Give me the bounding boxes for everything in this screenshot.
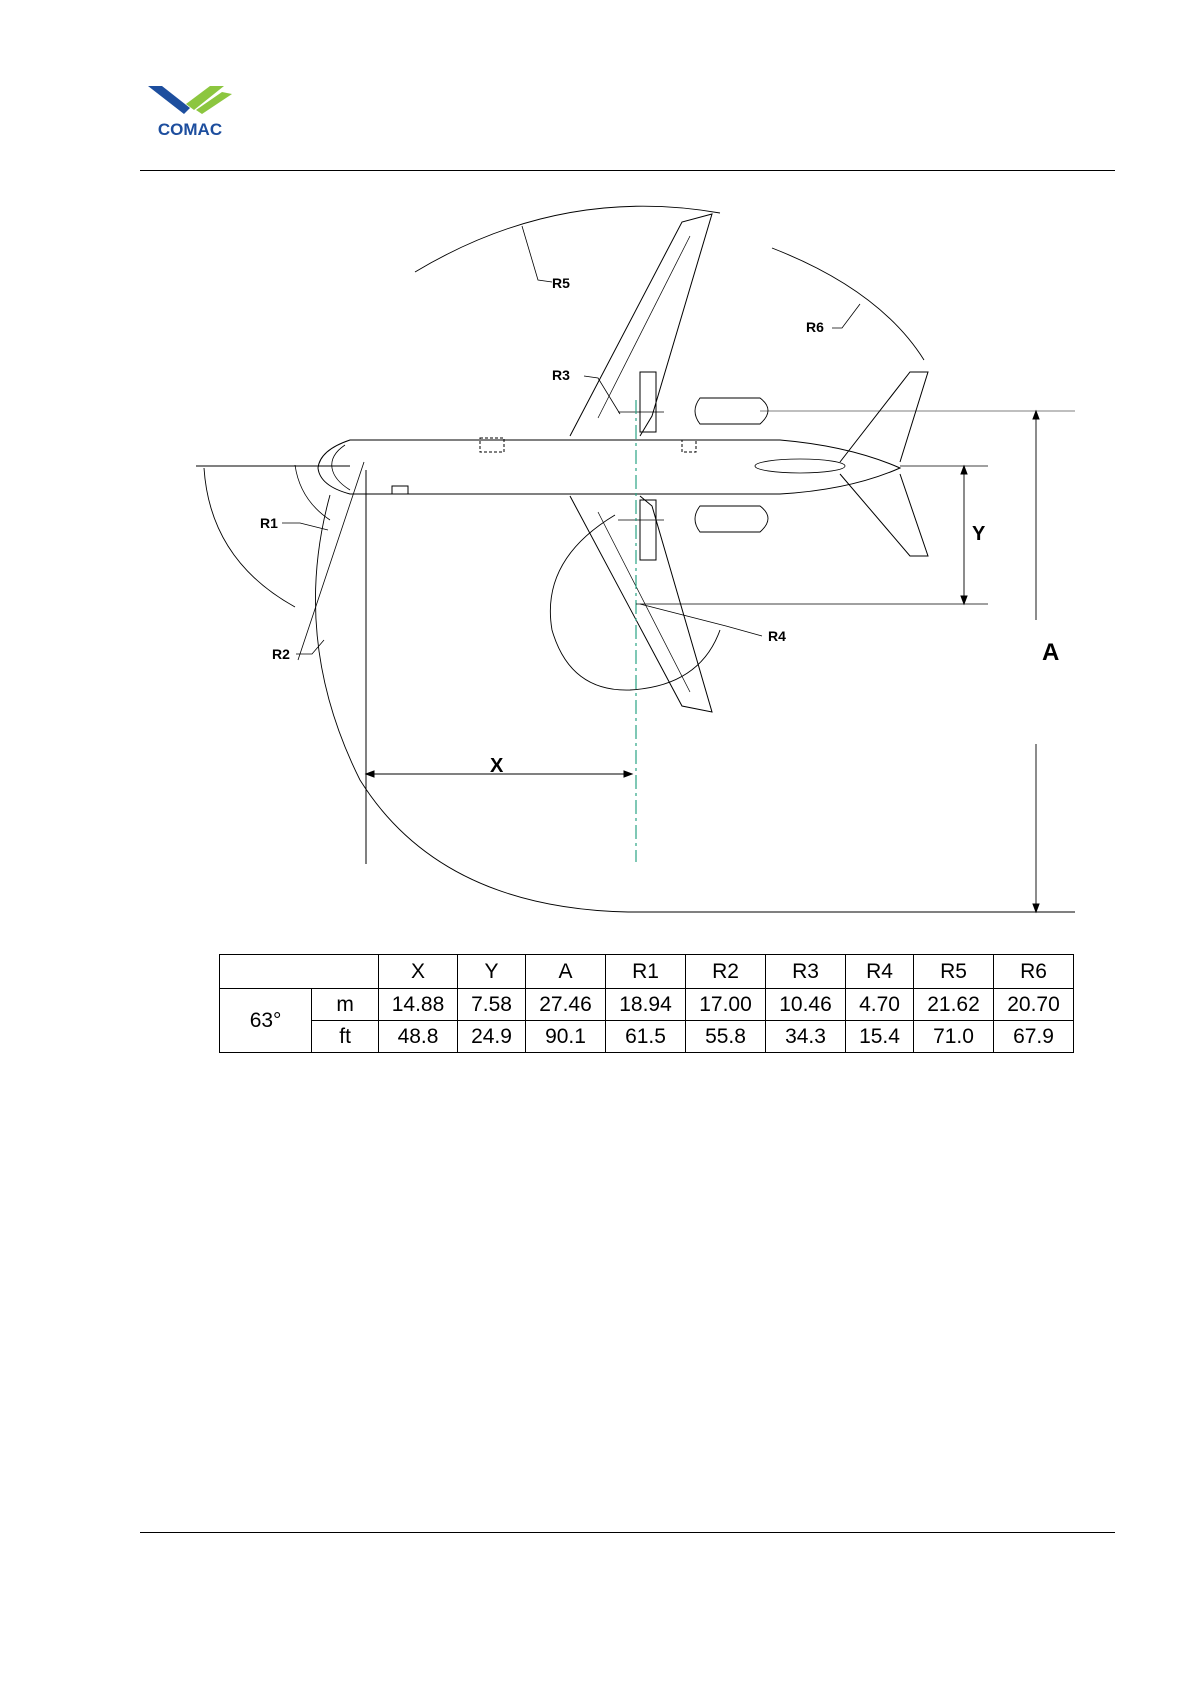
table-cell: 14.88 <box>379 989 458 1021</box>
label-r3: R3 <box>552 367 570 383</box>
h-stab-lower <box>840 474 928 556</box>
upper-wing <box>570 214 712 436</box>
unit-cell: m <box>312 989 379 1021</box>
footer-rule <box>140 1532 1115 1533</box>
label-a: A <box>1042 639 1060 666</box>
r3-leader <box>584 376 620 414</box>
table-cell: 10.46 <box>766 989 846 1021</box>
table-cell: 71.0 <box>914 1021 994 1053</box>
r6-leader <box>832 304 860 328</box>
column-header: R5 <box>914 955 994 989</box>
table-cell: 34.3 <box>766 1021 846 1053</box>
brand-text: COMAC <box>157 120 223 139</box>
label-y: Y <box>972 523 986 545</box>
nose-gear-door <box>392 486 408 494</box>
column-header: R1 <box>606 955 686 989</box>
r2-leader <box>296 640 324 654</box>
table-cell: 21.62 <box>914 989 994 1021</box>
label-r1: R1 <box>260 515 278 531</box>
table-row <box>220 989 1074 1021</box>
table-cell: 48.8 <box>379 1021 458 1053</box>
column-header: R2 <box>686 955 766 989</box>
nose-wheel-line <box>298 462 364 660</box>
column-header: R3 <box>766 955 846 989</box>
table-cell: 55.8 <box>686 1021 766 1053</box>
column-header: Y <box>458 955 526 989</box>
label-r4: R4 <box>768 628 786 644</box>
engine-lower <box>695 506 768 532</box>
column-header: A <box>526 955 606 989</box>
r1-inner-arc <box>295 465 330 520</box>
table-cell: 18.94 <box>606 989 686 1021</box>
r1-leader <box>282 523 328 530</box>
upper-wing-flap-line <box>598 236 690 418</box>
r2-sweep-arc <box>315 495 1075 912</box>
label-r5: R5 <box>552 275 570 291</box>
table-cell: 17.00 <box>686 989 766 1021</box>
vertical-fin <box>755 459 845 473</box>
table-cell: 24.9 <box>458 1021 526 1053</box>
r6-arc <box>772 248 924 360</box>
door-dashed-aft <box>682 440 696 452</box>
label-r2: R2 <box>272 646 290 662</box>
table-header-row <box>220 955 1074 989</box>
angle-cell: 63° <box>220 989 312 1053</box>
table-cell: 20.70 <box>994 989 1074 1021</box>
h-stab-upper <box>840 372 928 462</box>
table-cell: 15.4 <box>846 1021 914 1053</box>
r5-leader <box>522 226 552 282</box>
main-gear-lower <box>640 500 656 560</box>
unit-cell: ft <box>312 1021 379 1053</box>
column-header: R4 <box>846 955 914 989</box>
table-row <box>220 1021 1074 1053</box>
table-cell: 90.1 <box>526 1021 606 1053</box>
table-cell: 61.5 <box>606 1021 686 1053</box>
column-header: X <box>379 955 458 989</box>
cockpit-window <box>332 445 350 490</box>
table-corner-cell <box>220 955 379 989</box>
engine-upper <box>695 398 768 424</box>
table-cell: 7.58 <box>458 989 526 1021</box>
table-cell: 4.70 <box>846 989 914 1021</box>
label-r6: R6 <box>806 319 824 335</box>
lower-wing-flap-line <box>598 512 690 692</box>
turning-radius-table <box>219 954 1074 1053</box>
r5-arc <box>415 206 720 272</box>
label-x: X <box>490 755 504 777</box>
r1-arc <box>204 468 295 607</box>
column-header: R6 <box>994 955 1074 989</box>
r4-leader <box>640 604 762 636</box>
r4-circle <box>550 515 720 690</box>
table-cell: 67.9 <box>994 1021 1074 1053</box>
table-cell: 27.46 <box>526 989 606 1021</box>
